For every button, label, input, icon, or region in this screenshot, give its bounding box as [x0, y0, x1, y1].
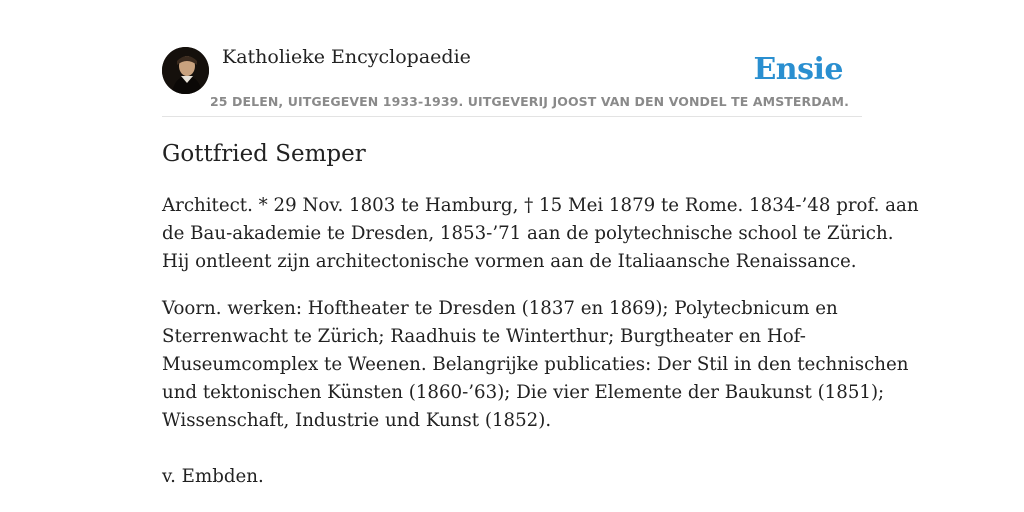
- paragraph-line: Architect. * 29 Nov. 1803 te Hamburg, † 15 Mei 1879 te Rome. 1834-’48 prof. aan: [162, 195, 919, 216]
- publication-subtitle: 25 DELEN, UITGEGEVEN 1933-1939. UITGEVERIJ JOOST VAN DEN VONDEL TE AMSTERDAM.: [210, 94, 849, 109]
- article-paragraph-2: [162, 295, 909, 435]
- paragraph-line: Voorn. werken: Hoftheater te Dresden (1837 en 1869); Polytecbnicum en: [162, 298, 838, 319]
- header: [162, 0, 862, 117]
- article-title: Gottfried Semper: [162, 141, 366, 167]
- paragraph-line: und tektonischen Künsten (1860-’63); Die vier Elemente der Baukunst (1851);: [162, 382, 885, 403]
- paragraph-line: Hij ontleent zijn architectonische vormen aan de Italiaansche Renaissance.: [162, 251, 857, 272]
- paragraph-line: Sterrenwacht te Zürich; Raadhuis te Winterthur; Burgtheater en Hof-: [162, 326, 806, 347]
- paragraph-line: Wissenschaft, Industrie und Kunst (1852).: [162, 410, 552, 431]
- ensie-logo-link[interactable]: Ensie: [753, 52, 843, 87]
- article-paragraph-1: [162, 192, 919, 276]
- page-container: [162, 0, 919, 487]
- portrait-avatar-icon[interactable]: [162, 47, 209, 94]
- article-author: v. Embden.: [162, 466, 264, 487]
- paragraph-line: Museumcomplex te Weenen. Belangrijke publicaties: Der Stil in den technischen: [162, 354, 909, 375]
- publication-title[interactable]: Katholieke Encyclopaedie: [222, 46, 471, 68]
- paragraph-line: de Bau-akademie te Dresden, 1853-’71 aan de polytechnische school te Zürich.: [162, 223, 894, 244]
